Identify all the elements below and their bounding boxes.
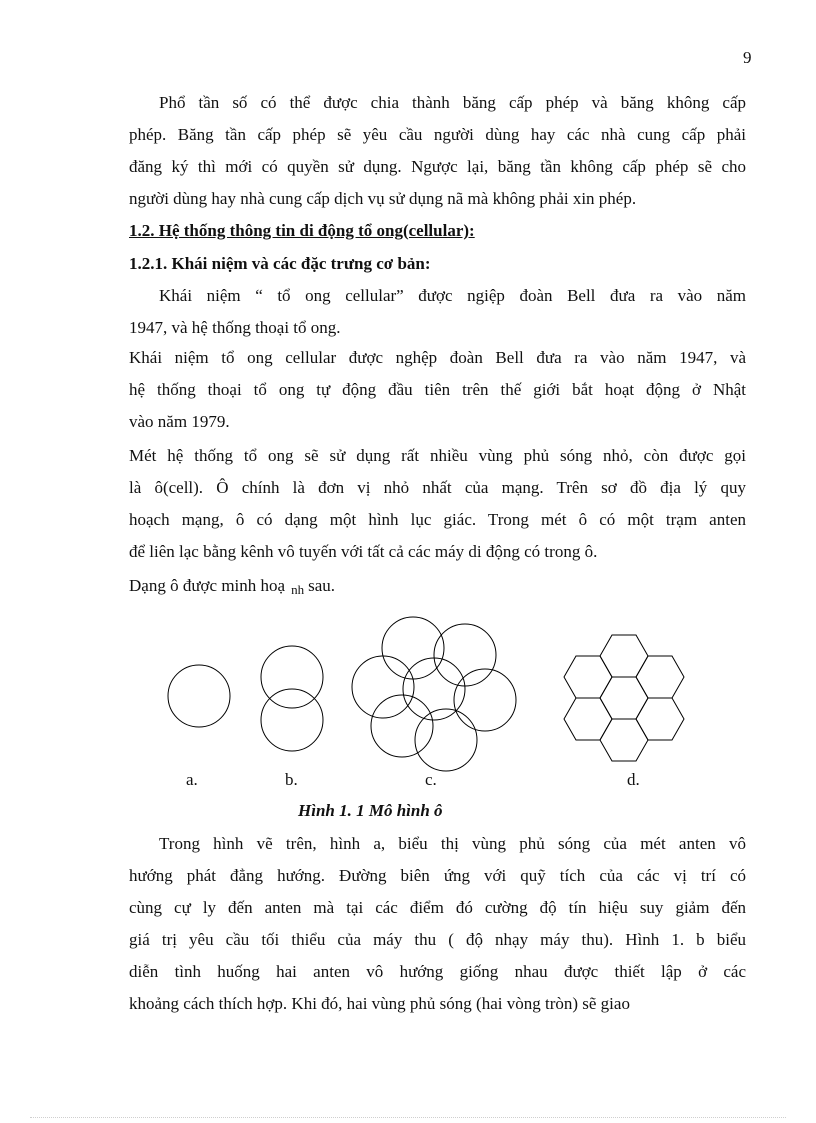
paragraph-line: Phổ tần số có thể được chia thành băng cấp phép và băng không cấp [159, 93, 746, 112]
cell-circle-c [371, 695, 433, 757]
cell-circle-c [415, 709, 477, 771]
figure-intro-end: sau. [308, 576, 335, 595]
hex-cell [564, 698, 612, 740]
paragraph-line: để liên lạc bằng kênh vô tuyến với tất cả các máy di động có trong ô. [129, 542, 598, 561]
hex-cell [600, 635, 648, 677]
paragraph-line: hệ thống thoại tổ ong tự động đầu tiên trên thế giới bắt hoạt động ở Nhật [129, 380, 746, 399]
paragraph-line: hoạch mạng, ô có dạng một hình lục giác. Trong mét ô có một trạm anten [129, 510, 746, 529]
figure-label-b: b. [285, 770, 298, 789]
paragraph-line: cùng cự ly đến anten mà tại các điểm đó cường độ tín hiệu suy giảm đến [129, 898, 746, 917]
paragraph-line: là ô(cell). Ô chính là đơn vị nhỏ nhất của mạng. Trên sơ đồ địa lý quy [129, 478, 746, 497]
paragraph-line: đăng ký thì mới có quyền sử dụng. Ngược lại, băng tần không cấp phép sẽ cho [129, 157, 746, 176]
footer-rule [30, 1117, 786, 1118]
figure-label-d: d. [627, 770, 640, 789]
hex-cell [636, 698, 684, 740]
page-number: 9 [743, 48, 752, 67]
paragraph-line: khoảng cách thích hợp. Khi đó, hai vùng phủ sóng (hai vòng tròn) sẽ giao [129, 994, 630, 1013]
paragraph-line: người dùng hay nhà cung cấp dịch vụ sử dụng nã mà không phải xin phép. [129, 189, 637, 208]
paragraph-line: hướng phát đẳng hướng. Đường biên ứng với quỹ tích của các vị trí có [129, 866, 746, 885]
hex-cell [600, 677, 648, 719]
paragraph-line: diễn tình huống hai anten vô hướng giống nhau được thiết lập ở các [129, 962, 746, 981]
cell-model-figure [150, 610, 750, 800]
paragraph-line: Trong hình vẽ trên, hình a, biểu thị vùng phủ sóng của mét anten vô [159, 834, 746, 853]
subsection-heading: 1.2.1. Khái niệm và các đặc trưng cơ bản: [129, 254, 431, 273]
paragraph-line: giá trị yêu cầu tối thiểu của máy thu ( độ nhạy máy thu). Hình 1. b biểu [129, 930, 746, 949]
paragraph-line: 1947, và hệ thống thoại tổ ong. [129, 318, 341, 337]
figure-label-c: c. [425, 770, 437, 789]
cell-circle-c [352, 656, 414, 718]
cell-circle-a [168, 665, 230, 727]
cell-circle-b-bottom [261, 689, 323, 751]
paragraph-line: phép. Băng tần cấp phép sẽ yêu cầu người dùng hay các nhà cung cấp phải [129, 125, 746, 144]
paragraph-line: Mét hệ thống tổ ong sẽ sử dụng rất nhiều vùng phủ sóng nhỏ, còn được gọi [129, 446, 746, 465]
paragraph-line: Khái niệm tổ ong cellular được nghệp đoàn Bell đưa ra vào năm 1947, và [129, 348, 746, 367]
figure-intro-fragment: nh [291, 582, 305, 597]
hex-cell [600, 719, 648, 761]
figure-label-a: a. [186, 770, 198, 789]
hex-cell [564, 656, 612, 698]
paragraph-line: vào năm 1979. [129, 412, 230, 431]
paragraph-line: Khái niệm “ tổ ong cellular” được ngiệp đoàn Bell đưa ra vào năm [159, 286, 746, 305]
figure-intro [129, 576, 746, 596]
figure-intro-text: Dạng ô được minh hoạ [129, 576, 286, 595]
figure-caption: Hình 1. 1 Mô hình ô [298, 801, 443, 820]
section-heading: 1.2. Hệ thống thông tin di động tổ ong(cellular): [129, 221, 475, 240]
hex-cell [636, 656, 684, 698]
cell-circle-b-top [261, 646, 323, 708]
